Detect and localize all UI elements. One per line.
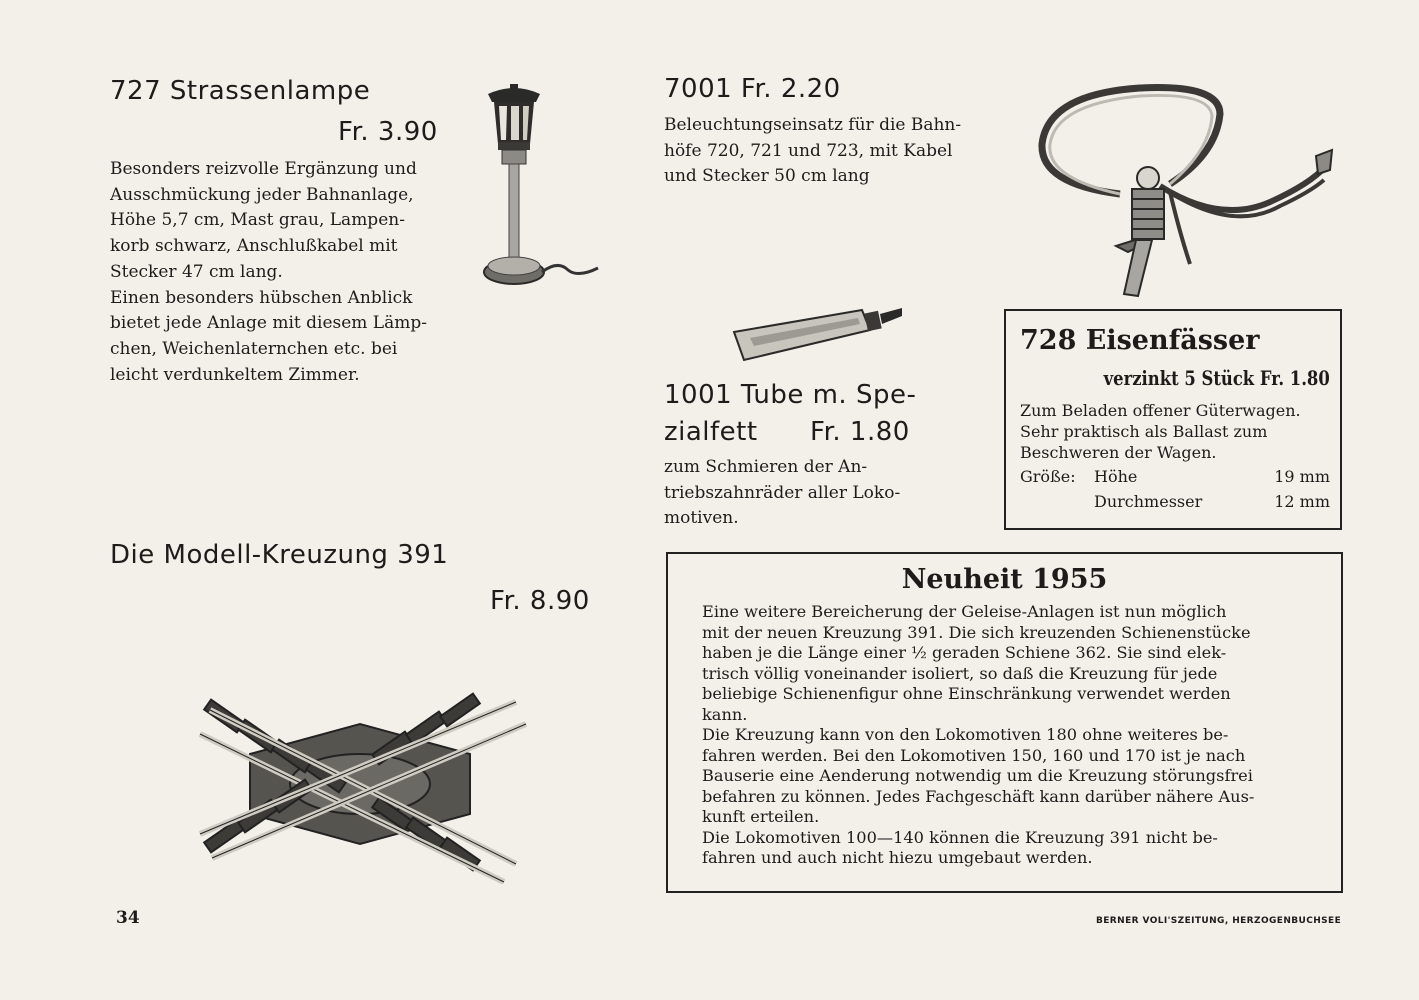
text-line: und Stecker 50 cm lang <box>664 166 870 187</box>
text-line: Eine weitere Bereicherung der Geleise-Anlagen ist nun möglich <box>702 602 1227 621</box>
barrels-title: 728 Eisenfässer <box>1020 325 1260 356</box>
crossing-price: Fr. 8.90 <box>490 586 590 616</box>
text-line: haben je die Länge einer ½ geraden Schiene 362. Sie sind elek- <box>702 643 1227 662</box>
text-line: bietet jede Anlage mit diesem Lämp- <box>110 313 427 334</box>
lamp-description <box>110 157 452 388</box>
street-lamp-illustration <box>478 82 602 294</box>
insert-description <box>664 113 972 190</box>
news-text <box>702 602 1316 869</box>
lamp-title: 727 Strassenlampe <box>110 76 371 106</box>
lamp-price: Fr. 3.90 <box>338 117 438 147</box>
text-line: beliebige Schienenfigur ohne Einschränkung verwendet werden <box>702 684 1231 703</box>
barrels-description <box>1020 400 1328 463</box>
barrels-box <box>1004 309 1342 530</box>
text-line: kann. <box>702 704 748 724</box>
text-line: motiven. <box>664 508 739 529</box>
text-line: Die Lokomotiven 100—140 können die Kreuzung 391 nicht be- <box>702 827 1218 847</box>
text-line: leicht verdunkeltem Zimmer. <box>110 364 360 385</box>
text-line: Ausschmückung jeder Bahnanlage, <box>110 184 414 205</box>
text-line: fahren und auch nicht hiezu umgebaut werden. <box>702 848 1093 867</box>
text-line: Die Kreuzung kann von den Lokomotiven 180 ohne weiteres be- <box>702 725 1229 744</box>
height-value: 19 mm <box>1274 467 1330 486</box>
printer-credit: BERNER VOLI'SZEITUNG, HERZOGENBUCHSEE <box>1096 916 1342 926</box>
text-line: chen, Weichenlaternchen etc. bei <box>110 338 398 359</box>
text-line: befahren zu können. Jedes Fachgeschäft kann darüber nähere Aus- <box>702 786 1255 806</box>
text-line: Bauserie eine Aenderung notwendig um die Kreuzung störungsfrei <box>702 766 1253 785</box>
lighting-insert-illustration <box>1020 74 1340 300</box>
text-line: Einen besonders hübschen Anblick <box>110 287 413 308</box>
tube-price: Fr. 1.80 <box>810 417 910 447</box>
size-label: Größe: <box>1020 467 1076 486</box>
text-line: Besonders reizvolle Ergänzung und <box>110 159 417 179</box>
text-line: Zum Beladen offener Güterwagen. <box>1020 401 1301 420</box>
text-line: trisch völlig voneinander isoliert, so daß die Kreuzung für jede <box>702 663 1218 683</box>
text-line: Höhe 5,7 cm, Mast grau, Lampen- <box>110 210 405 231</box>
diameter-label: Durchmesser <box>1094 492 1203 511</box>
text-line: Stecker 47 cm lang. <box>110 261 283 282</box>
insert-title: 7001 Fr. 2.20 <box>664 74 841 104</box>
text-line: Beschweren der Wagen. <box>1020 443 1217 462</box>
height-label: Höhe <box>1094 467 1138 486</box>
text-line: Sehr praktisch als Ballast zum <box>1020 422 1268 441</box>
text-line: mit der neuen Kreuzung 391. Die sich kreuzenden Schienenstücke <box>702 622 1251 642</box>
page-number: 34 <box>116 908 140 928</box>
text-line: fahren werden. Bei den Lokomotiven 150, 160 und 170 ist je nach <box>702 745 1246 765</box>
tube-title-line1: 1001 Tube m. Spe- <box>664 380 917 410</box>
text-line: kunft erteilen. <box>702 807 820 826</box>
text-line: zum Schmieren der An- <box>664 457 868 477</box>
tube-description <box>664 455 914 532</box>
text-line: korb schwarz, Anschlußkabel mit <box>110 236 398 257</box>
crossing-title: Die Modell-Kreuzung 391 <box>110 540 449 570</box>
text-line: höfe 720, 721 und 723, mit Kabel <box>664 140 953 161</box>
news-box <box>666 552 1343 893</box>
track-crossing-illustration <box>190 684 530 884</box>
text-line: triebszahnräder aller Loko- <box>664 482 901 503</box>
diameter-value: 12 mm <box>1274 492 1330 511</box>
barrels-subtitle: verzinkt 5 Stück Fr. 1.80 <box>1103 366 1330 390</box>
grease-tube-illustration <box>730 302 906 366</box>
news-title: Neuheit 1955 <box>901 564 1108 595</box>
tube-title-line2: zialfett <box>664 417 758 447</box>
text-line: Beleuchtungseinsatz für die Bahn- <box>664 115 962 135</box>
